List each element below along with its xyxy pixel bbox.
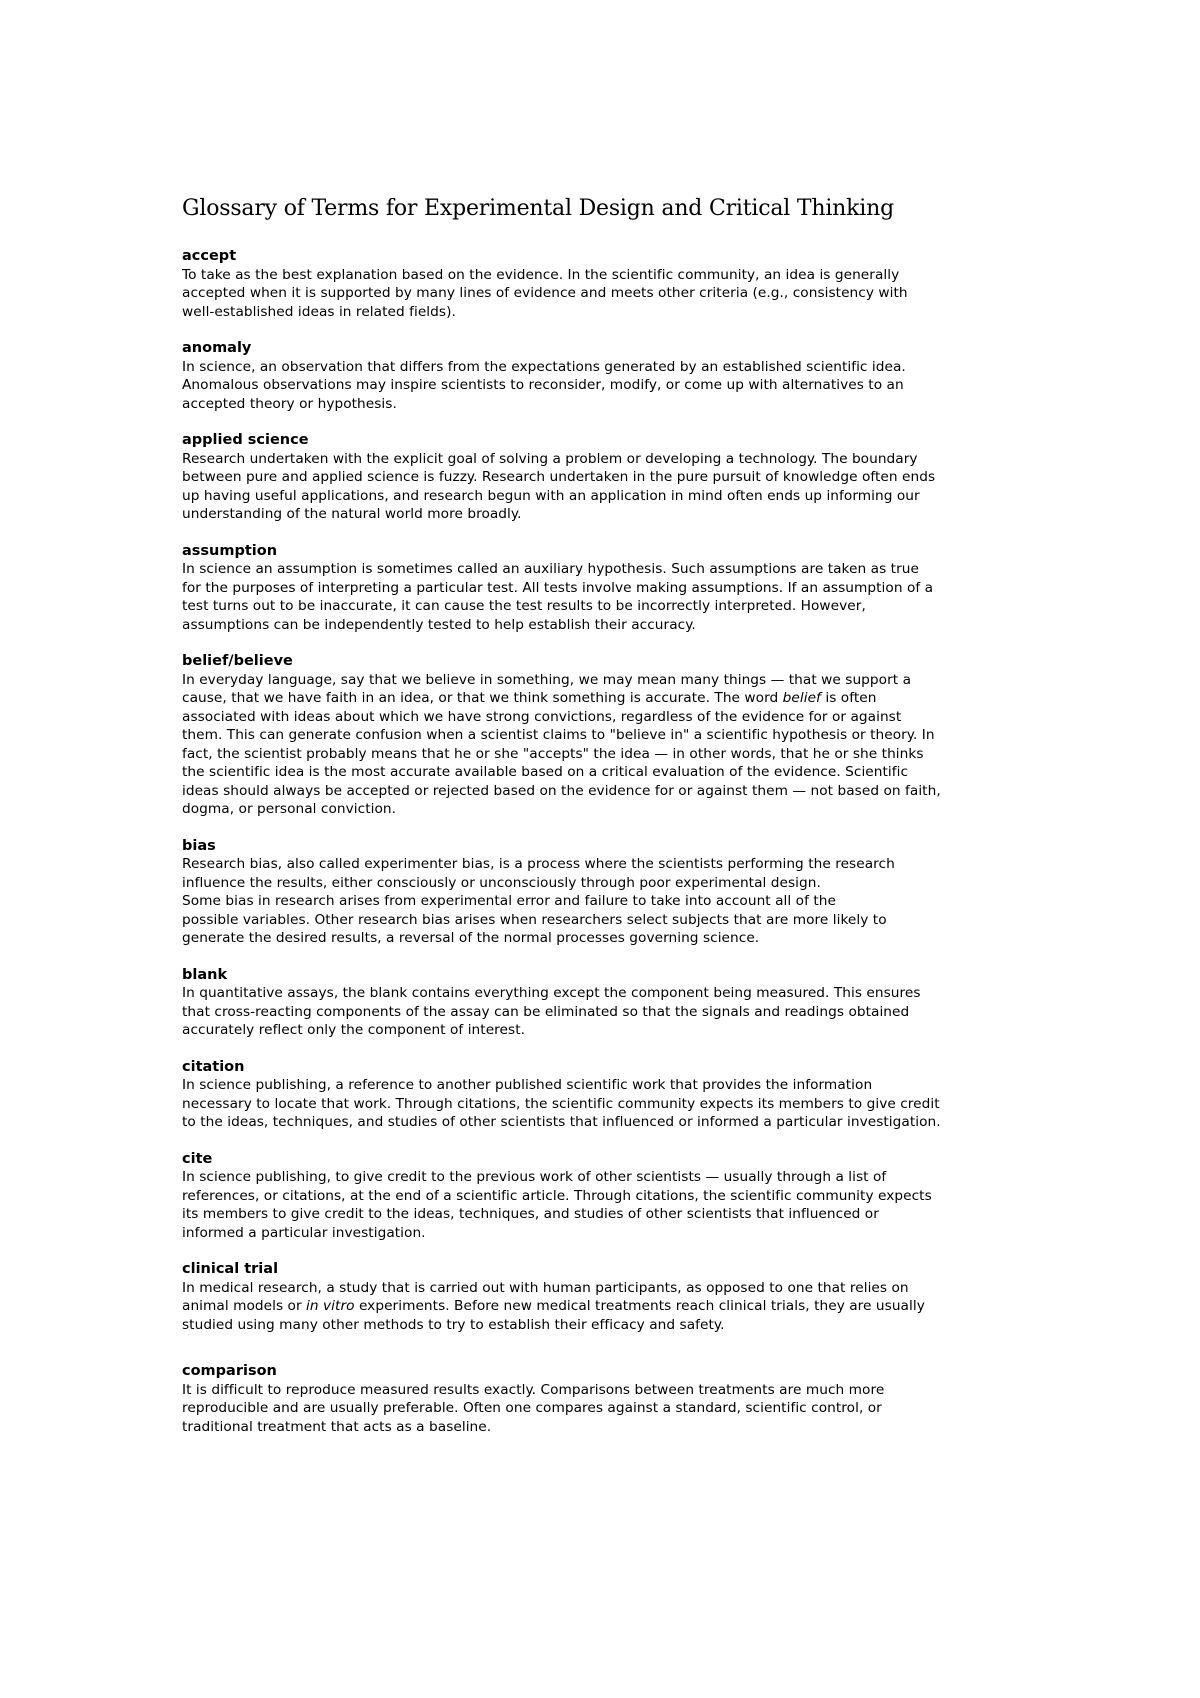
definition-line: In medical research, a study that is carried out with human participants, as opposed to one that relies on — [182, 1279, 909, 1296]
definition-line: In science publishing, to give credit to the previous work of other scientists — usually through a list of — [182, 1169, 887, 1185]
glossary-entry-comparison — [182, 1362, 1182, 1436]
term-heading: comparison — [182, 1363, 277, 1379]
definition-line: up having useful applications, and research begun with an application in mind often ends up informing our — [182, 487, 920, 504]
definition-line: for the purposes of interpreting a particular test. All tests involve making assumptions. If an assumption of a — [182, 579, 934, 596]
definition-line: accepted when it is supported by many lines of evidence and meets other criteria (e.g., consistency with — [182, 285, 908, 301]
glossary-entry-applied-science — [182, 431, 1182, 524]
definition-line: possible variables. Other research bias arises when researchers select subjects that are more likely to — [182, 911, 887, 928]
definition-line — [182, 1297, 1182, 1316]
definition-line: understanding of the natural world more broadly. — [182, 506, 522, 522]
glossary-entry-cite — [182, 1150, 1182, 1243]
term-definition — [182, 671, 1182, 819]
definition-line: test turns out to be inaccurate, it can cause the test results to be incorrectly interpreted. However, — [182, 598, 866, 614]
definition-line: the scientific idea is the most accurate available based on a critical evaluation of the evidence. Scientific — [182, 764, 909, 780]
definition-line: ideas should always be accepted or rejected based on the evidence for or against them — not based on faith, — [182, 782, 941, 799]
glossary-entry-blank — [182, 966, 1182, 1040]
document-title: Glossary of Terms for Experimental Design and Critical Thinking — [182, 196, 894, 221]
term-definition — [182, 1381, 1182, 1437]
definition-line: to the ideas, techniques, and studies of other scientists that influenced or informed a particular investigation. — [182, 1114, 941, 1130]
definition-line: its members to give credit to the ideas, techniques, and studies of other scientists that influenced or — [182, 1206, 879, 1222]
glossary-entry-accept — [182, 247, 1182, 321]
definition-line: fact, the scientist probably means that he or she "accepts" the idea — in other words, that he or she thinks — [182, 745, 924, 762]
term-heading: citation — [182, 1058, 245, 1075]
term-definition — [182, 1076, 1182, 1132]
definition-line: accepted theory or hypothesis. — [182, 395, 397, 412]
definition-line: dogma, or personal conviction. — [182, 801, 397, 817]
term-heading: accept — [182, 248, 237, 264]
definition-line — [182, 689, 1182, 708]
definition-line: In everyday language, say that we believe in something, we may mean many things — that we support a — [182, 671, 912, 688]
definition-line: Anomalous observations may inspire scientists to reconsider, modify, or come up with alternatives to an — [182, 377, 904, 393]
definition-line: reproducible and are usually preferable. Often one compares against a standard, scientific control, or — [182, 1400, 882, 1416]
glossary-entry-anomaly — [182, 339, 1182, 413]
definition-text: experiments. Before new medical treatments reach clinical trials, they are usually — [354, 1298, 925, 1314]
definition-line: traditional treatment that acts as a baseline. — [182, 1418, 492, 1435]
definition-line: studied using many other methods to try to establish their efficacy and safety. — [182, 1316, 725, 1333]
definition-text: cause, that we have faith in an idea, or that we think something is accurate. The word — [182, 690, 783, 706]
definition-line: influence the results, either consciously or unconsciously through poor experimental design. — [182, 874, 821, 891]
italic-term: belief — [782, 690, 821, 706]
definition-text: animal models or — [182, 1298, 307, 1314]
definition-line: informed a particular investigation. — [182, 1224, 426, 1241]
definition-line: that cross-reacting components of the assay can be eliminated so that the signals and readings obtained — [182, 1003, 910, 1020]
term-definition — [182, 358, 1182, 414]
definition-line: In science publishing, a reference to another published scientific work that provides the information — [182, 1077, 873, 1093]
definition-line: It is difficult to reproduce measured results exactly. Comparisons between treatments are much more — [182, 1381, 885, 1398]
term-definition — [182, 560, 1182, 634]
term-definition — [182, 984, 1182, 1040]
definition-line: assumptions can be independently tested to help establish their accuracy. — [182, 616, 696, 633]
definition-line: generate the desired results, a reversal of the normal processes governing science. — [182, 930, 760, 946]
term-heading: cite — [182, 1150, 213, 1167]
definition-text: is often — [820, 690, 877, 706]
term-heading: clinical trial — [182, 1261, 279, 1277]
term-definition — [182, 1279, 1182, 1335]
term-definition — [182, 450, 1182, 524]
definition-line: Some bias in research arises from experimental error and failure to take into account all of the — [182, 893, 836, 909]
definition-line: them. This can generate confusion when a scientist claims to "believe in" a scientific hypothesis or theory. In — [182, 727, 935, 743]
term-heading: belief/believe — [182, 653, 293, 669]
definition-line: Research undertaken with the explicit goal of solving a problem or developing a technology. The boundary — [182, 450, 918, 467]
glossary-entry-belief — [182, 652, 1182, 819]
definition-line: In quantitative assays, the blank contains everything except the component being measured. This ensures — [182, 985, 921, 1001]
definition-line: To take as the best explanation based on the evidence. In the scientific community, an idea is generally — [182, 266, 900, 283]
term-heading: bias — [182, 837, 216, 854]
term-heading: assumption — [182, 542, 278, 559]
term-definition — [182, 855, 1182, 948]
definition-line: associated with ideas about which we have strong convictions, regardless of the evidence for or against — [182, 708, 902, 725]
glossary-entry-bias — [182, 837, 1182, 948]
definition-line: In science an assumption is sometimes called an auxiliary hypothesis. Such assumptions are taken as true — [182, 561, 919, 577]
term-heading: anomaly — [182, 340, 252, 356]
glossary-entry-clinical-trial — [182, 1260, 1182, 1334]
term-heading: applied science — [182, 432, 309, 448]
italic-term: in vitro — [306, 1298, 355, 1314]
definition-line: accurately reflect only the component of interest. — [182, 1022, 526, 1038]
glossary-entry-assumption — [182, 542, 1182, 635]
glossary-entry-citation — [182, 1058, 1182, 1132]
definition-line: well-established ideas in related fields). — [182, 303, 456, 320]
document-page — [182, 196, 1182, 1454]
definition-line: In science, an observation that differs from the expectations generated by an established scientific idea. — [182, 358, 906, 375]
definition-line: references, or citations, at the end of a scientific article. Through citations, the scientific community expects — [182, 1187, 932, 1204]
definition-line: Research bias, also called experimenter bias, is a process where the scientists performing the research — [182, 856, 895, 872]
term-definition — [182, 266, 1182, 322]
term-definition — [182, 1168, 1182, 1242]
definition-line: between pure and applied science is fuzzy. Research undertaken in the pure pursuit of knowledge often ends — [182, 469, 936, 485]
definition-line: necessary to locate that work. Through citations, the scientific community expects its members to give credit — [182, 1095, 940, 1112]
term-heading: blank — [182, 966, 228, 983]
